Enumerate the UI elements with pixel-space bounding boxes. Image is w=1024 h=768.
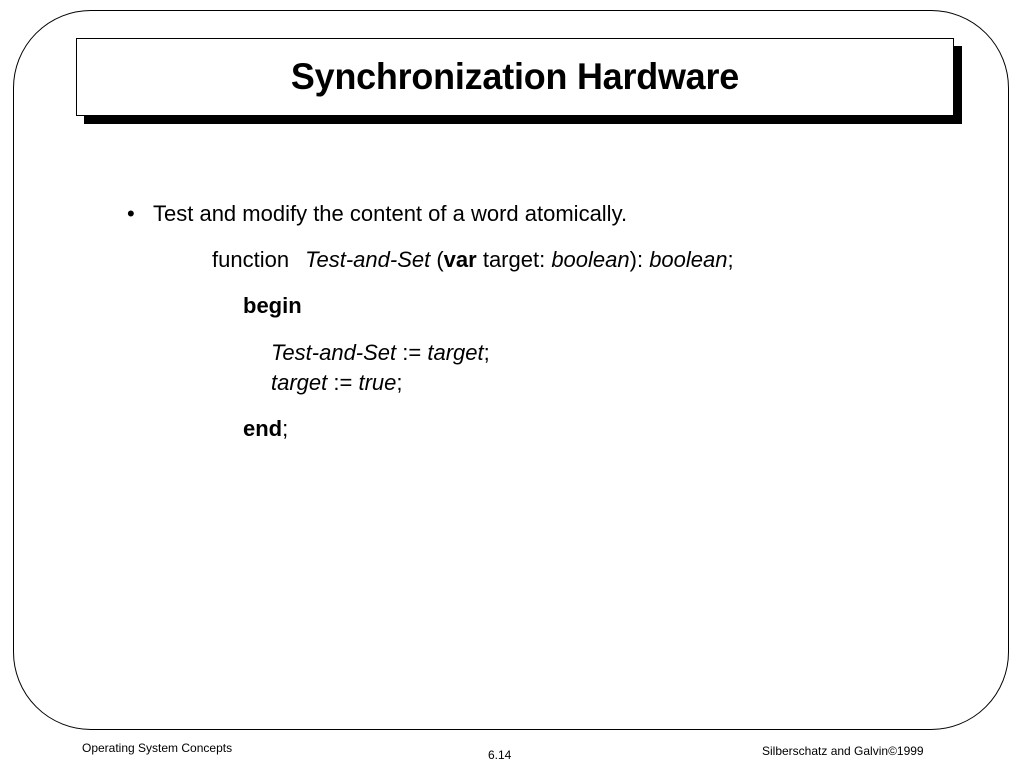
begin-keyword: begin	[243, 293, 302, 318]
return-type: boolean	[649, 247, 728, 272]
end-semicolon: ;	[282, 416, 289, 441]
footer-course: Operating System Concepts	[82, 741, 233, 755]
footer-authors: Silberschatz and Galvin©1999	[762, 744, 924, 758]
statement-2	[271, 372, 403, 394]
page-number: 6.14	[488, 748, 512, 762]
stmt2-lhs: target	[271, 370, 328, 395]
param-name: target:	[476, 247, 552, 272]
paren-open: (	[436, 247, 444, 272]
stmt2-rhs: true	[358, 370, 397, 395]
stmt1-op: :=	[396, 340, 428, 365]
stmt2-op: :=	[327, 370, 359, 395]
stmt1-lhs: Test-and-Set	[271, 340, 397, 365]
slide-title: Synchronization Hardware	[290, 56, 740, 97]
param-type: boolean	[551, 247, 630, 272]
stmt2-end: ;	[396, 370, 403, 395]
end-keyword: end	[243, 416, 283, 441]
end-statement	[243, 418, 288, 440]
statement-1	[271, 342, 490, 364]
stmt1-end: ;	[483, 340, 490, 365]
function-signature	[212, 249, 734, 271]
stmt1-rhs: target	[427, 340, 484, 365]
var-keyword: var	[443, 247, 477, 272]
function-keyword: function	[212, 247, 290, 272]
function-name: Test-and-Set	[305, 247, 431, 272]
bullet-text: Test and modify the content of a word atomically.	[153, 201, 628, 226]
signature-semicolon: ;	[727, 247, 734, 272]
paren-close: ):	[629, 247, 650, 272]
bullet-icon: •	[127, 201, 135, 226]
